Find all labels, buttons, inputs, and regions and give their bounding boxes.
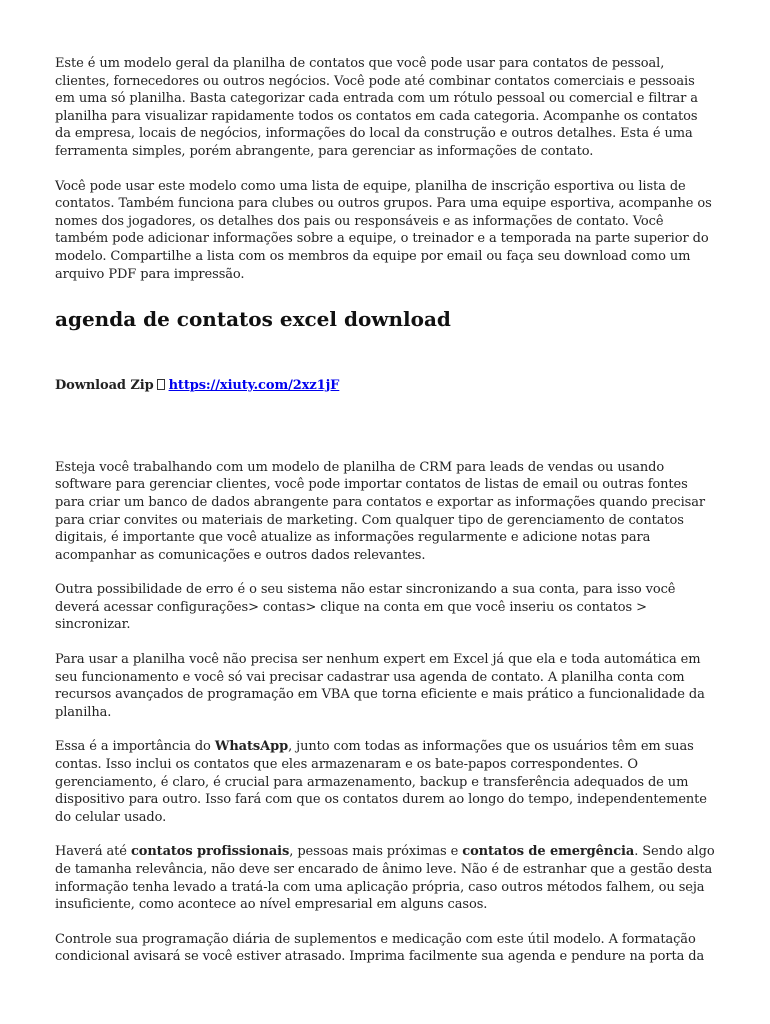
download-link[interactable]: https://xiuty.com/2xz1jF [168, 378, 340, 394]
text-segment: , pessoas mais próximas e [289, 844, 463, 860]
paragraph-team-list: Você pode usar este modelo como uma lista de equipe, planilha de inscrição esportiva ou lista de contatos. Também funciona para clubes ou outros grupos. Para uma equipe esportiva, acompanhe os nomes dos jogadores, os detalhes dos pais ou responsáveis e as informações de contato. Você também pode adicionar informações sobre a equipe, o treinador e a temporada na parte superior do modelo. Compartilhe a lista com os membros da equipe por email ou faça seu download como um arquivo PDF para impressão. [55, 178, 712, 282]
download-icon [157, 379, 165, 390]
download-label: Download Zip [55, 378, 154, 394]
paragraph-contact-template: Este é um modelo geral da planilha de contatos que você pode usar para contatos de pessoal, clientes, fornecedores ou outros negócios. Você pode até combinar contatos comerciais e pessoais em uma só planilha. Basta categorizar cada entrada com um rótulo pessoal ou comercial e filtrar a planilha para visualizar rapidamente todos os contatos em cada categoria. Acompanhe os contatos da empresa, locais de negócios, informações do local da construção e outros detalhes. Esta é uma ferramenta simples, porém abrangente, para gerenciar as informações de contato. [55, 56, 698, 159]
text-segment: Essa é a importância do [55, 739, 215, 755]
paragraph-excel-usage: Para usar a planilha você não precisa ser nenhum expert em Excel já que ela e toda automática em seu funcionamento e você só vai precisar cadastrar usa agenda de contato. A planilha conta com recursos avançados de programação em VBA que torna eficiente e mais prático a funcionalidade da planilha. [55, 652, 705, 720]
paragraph-professional-contacts [55, 843, 715, 913]
download-line [55, 377, 715, 395]
text-segment: , junto com todas as informações que os usuários têm em suas contas. Isso inclui os contatos que eles armazenaram e os bate-papos correspondentes. O gerenciamento, é claro, é crucial para armazenamento, backup e transferência adequados de um dispositivo para outro. Isso fará com que os contatos durem ao longo do tempo, independentemente do celular usado. [55, 739, 707, 825]
paragraph-medication-schedule: Controle sua programação diária de suplementos e medicação com este útil modelo. A formatação condicional avisará se você estiver atrasado. Imprima facilmente sua agenda e pendure na porta da [55, 931, 705, 965]
page-heading: agenda de contatos excel download [55, 307, 451, 332]
text-segment: Haverá até [55, 844, 131, 860]
paragraph-sync-error: Outra possibilidade de erro é o seu sistema não estar sincronizando a sua conta, para isso você deverá acessar configurações> contas> clique na conta em que você inseriu os contatos > sincronizar. [55, 582, 676, 633]
text-segment: . Sendo algo de tamanha relevância, não deve ser encarado de ânimo leve. Não é de estranhar que a gestão desta informação tenha levado a tratá-la com uma aplicação própria, caso outros métodos falhem, ou seja insuficiente, como acontece ao nível empresarial em alguns casos. [55, 844, 715, 913]
bold-whatsapp: WhatsApp [214, 739, 289, 755]
bold-emergency-contacts: contatos de emergência [462, 844, 635, 860]
paragraph-crm: Esteja você trabalhando com um modelo de planilha de CRM para leads de vendas ou usando software para gerenciar clientes, você pode importar contatos de listas de email ou outras fontes para criar um banco de dados abrangente para contatos e exportar as informações quando precisar para criar convites ou materiais de marketing. Com qualquer tipo de gerenciamento de contatos digitais, é importante que você atualize as informações regularmente e adicione notas para acompanhar as comunicações e outros dados relevantes. [55, 459, 705, 563]
bold-professional-contacts: contatos profissionais [130, 844, 290, 860]
paragraph-whatsapp [55, 738, 715, 826]
